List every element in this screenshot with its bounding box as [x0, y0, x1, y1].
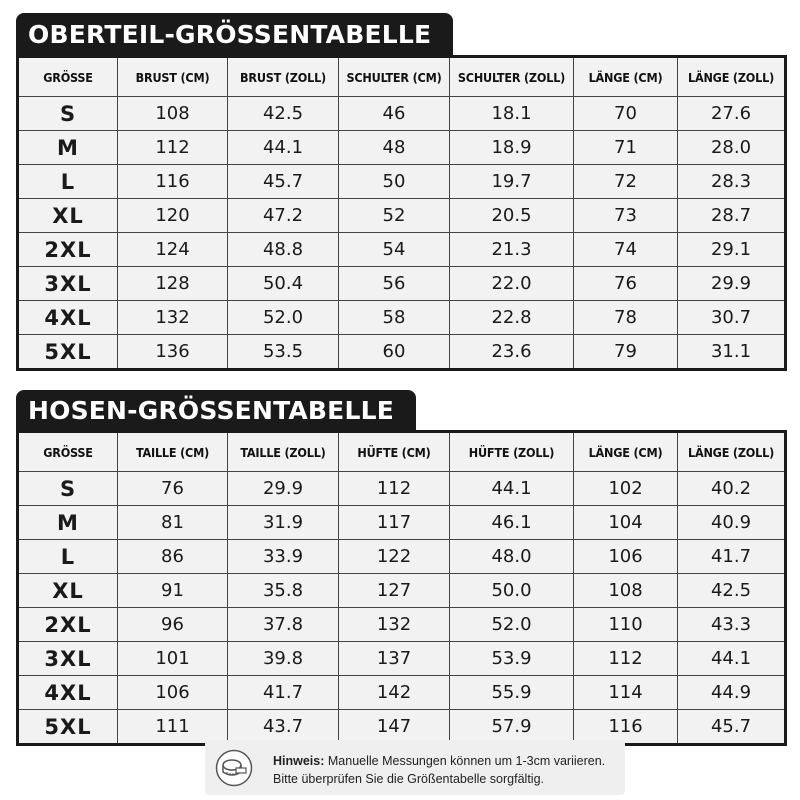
measurement-cell: 50: [339, 165, 450, 199]
column-header: SCHULTER (ZOLL): [450, 57, 574, 97]
measurement-cell: 35.8: [228, 574, 339, 608]
measurement-cell: 73: [574, 199, 678, 233]
measurement-cell: 137: [339, 642, 450, 676]
measurement-cell: 27.6: [678, 97, 786, 131]
measurement-cell: 104: [574, 506, 678, 540]
measurement-cell: 28.3: [678, 165, 786, 199]
size-label-cell: 5XL: [18, 710, 118, 745]
size-label-cell: M: [18, 506, 118, 540]
table-header-row: [18, 432, 786, 472]
measurement-cell: 29.9: [678, 267, 786, 301]
measurement-cell: 76: [118, 472, 228, 506]
measurement-cell: 23.6: [450, 335, 574, 370]
measurement-cell: 60: [339, 335, 450, 370]
measurement-cell: 45.7: [678, 710, 786, 745]
measurement-cell: 40.2: [678, 472, 786, 506]
measurement-cell: 147: [339, 710, 450, 745]
measurement-cell: 76: [574, 267, 678, 301]
measurement-cell: 70: [574, 97, 678, 131]
size-label-cell: L: [18, 540, 118, 574]
measurement-cell: 96: [118, 608, 228, 642]
pants-size-table: [16, 430, 787, 746]
measurement-cell: 56: [339, 267, 450, 301]
column-header: LÄNGE (ZOLL): [678, 432, 786, 472]
measurement-cell: 120: [118, 199, 228, 233]
measurement-cell: 43.7: [228, 710, 339, 745]
size-label-cell: 2XL: [18, 608, 118, 642]
table-row: [18, 506, 786, 540]
measurement-cell: 106: [118, 676, 228, 710]
measurement-cell: 106: [574, 540, 678, 574]
note-line-1: Manuelle Messungen können um 1-3cm variieren.: [327, 754, 606, 768]
column-header: LÄNGE (CM): [574, 432, 678, 472]
measurement-cell: 41.7: [678, 540, 786, 574]
measurement-cell: 22.0: [450, 267, 574, 301]
column-header: GRÖSSE: [18, 57, 118, 97]
measurement-cell: 81: [118, 506, 228, 540]
measurement-cell: 71: [574, 131, 678, 165]
measurement-cell: 78: [574, 301, 678, 335]
measurement-cell: 30.7: [678, 301, 786, 335]
measurement-cell: 136: [118, 335, 228, 370]
measurement-cell: 50.4: [228, 267, 339, 301]
size-label-cell: 5XL: [18, 335, 118, 370]
measurement-cell: 101: [118, 642, 228, 676]
measurement-cell: 52.0: [228, 301, 339, 335]
size-label-cell: 4XL: [18, 301, 118, 335]
measurement-cell: 116: [574, 710, 678, 745]
measurement-cell: 112: [574, 642, 678, 676]
pants-size-chart-section: [16, 390, 784, 746]
measurement-cell: 18.9: [450, 131, 574, 165]
measurement-cell: 45.7: [228, 165, 339, 199]
measurement-cell: 40.9: [678, 506, 786, 540]
table-row: [18, 233, 786, 267]
column-header: LÄNGE (ZOLL): [678, 57, 786, 97]
top-size-table: [16, 55, 787, 371]
measurement-cell: 44.9: [678, 676, 786, 710]
measurement-cell: 48.0: [450, 540, 574, 574]
measurement-cell: 41.7: [228, 676, 339, 710]
measurement-cell: 112: [339, 472, 450, 506]
measurement-cell: 29.9: [228, 472, 339, 506]
measurement-cell: 48: [339, 131, 450, 165]
column-header: BRUST (ZOLL): [228, 57, 339, 97]
column-header: SCHULTER (CM): [339, 57, 450, 97]
measurement-cell: 28.0: [678, 131, 786, 165]
measurement-cell: 114: [574, 676, 678, 710]
measurement-cell: 46: [339, 97, 450, 131]
measuring-tape-icon: [215, 749, 253, 787]
column-header: TAILLE (CM): [118, 432, 228, 472]
measurement-cell: 31.9: [228, 506, 339, 540]
table-row: [18, 267, 786, 301]
measurement-cell: 117: [339, 506, 450, 540]
measurement-cell: 28.7: [678, 199, 786, 233]
measurement-cell: 42.5: [228, 97, 339, 131]
column-header: TAILLE (ZOLL): [228, 432, 339, 472]
table-row: [18, 642, 786, 676]
column-header: BRUST (CM): [118, 57, 228, 97]
table-row: [18, 676, 786, 710]
column-header: GRÖSSE: [18, 432, 118, 472]
pants-size-chart-title: HOSEN-GRÖSSENTABELLE: [16, 390, 416, 430]
top-size-chart-title: OBERTEIL-GRÖSSENTABELLE: [16, 13, 453, 55]
measurement-cell: 86: [118, 540, 228, 574]
column-header: LÄNGE (CM): [574, 57, 678, 97]
measurement-cell: 42.5: [678, 574, 786, 608]
size-label-cell: 3XL: [18, 267, 118, 301]
measurement-cell: 91: [118, 574, 228, 608]
measurement-cell: 33.9: [228, 540, 339, 574]
measurement-cell: 122: [339, 540, 450, 574]
column-header: HÜFTE (CM): [339, 432, 450, 472]
measurement-cell: 52: [339, 199, 450, 233]
measurement-cell: 124: [118, 233, 228, 267]
size-label-cell: 4XL: [18, 676, 118, 710]
measurement-cell: 52.0: [450, 608, 574, 642]
measurement-cell: 74: [574, 233, 678, 267]
table-row: [18, 131, 786, 165]
table-row: [18, 97, 786, 131]
size-label-cell: XL: [18, 574, 118, 608]
measurement-cell: 112: [118, 131, 228, 165]
size-label-cell: 3XL: [18, 642, 118, 676]
table-row: [18, 335, 786, 370]
measurement-cell: 19.7: [450, 165, 574, 199]
measurement-cell: 55.9: [450, 676, 574, 710]
measurement-cell: 44.1: [678, 642, 786, 676]
measurement-cell: 116: [118, 165, 228, 199]
column-header: HÜFTE (ZOLL): [450, 432, 574, 472]
measurement-cell: 22.8: [450, 301, 574, 335]
measurement-cell: 53.5: [228, 335, 339, 370]
size-label-cell: S: [18, 97, 118, 131]
measurement-cell: 44.1: [228, 131, 339, 165]
measurement-cell: 111: [118, 710, 228, 745]
measurement-cell: 132: [118, 301, 228, 335]
table-row: [18, 608, 786, 642]
measurement-cell: 102: [574, 472, 678, 506]
table-row: [18, 301, 786, 335]
measurement-cell: 79: [574, 335, 678, 370]
size-label-cell: S: [18, 472, 118, 506]
measurement-cell: 48.8: [228, 233, 339, 267]
measurement-cell: 53.9: [450, 642, 574, 676]
note-line-2: Bitte überprüfen Sie die Größentabelle sorgfältig.: [273, 772, 544, 786]
measurement-note: [205, 740, 625, 795]
measurement-cell: 108: [574, 574, 678, 608]
note-label: Hinweis:: [273, 754, 325, 768]
size-label-cell: L: [18, 165, 118, 199]
measurement-cell: 43.3: [678, 608, 786, 642]
table-row: [18, 165, 786, 199]
table-row: [18, 540, 786, 574]
measurement-cell: 29.1: [678, 233, 786, 267]
measurement-cell: 44.1: [450, 472, 574, 506]
table-row: [18, 199, 786, 233]
measurement-cell: 21.3: [450, 233, 574, 267]
table-header-row: [18, 57, 786, 97]
measurement-cell: 58: [339, 301, 450, 335]
measurement-cell: 37.8: [228, 608, 339, 642]
table-row: [18, 472, 786, 506]
table-row: [18, 574, 786, 608]
measurement-cell: 108: [118, 97, 228, 131]
measurement-cell: 72: [574, 165, 678, 199]
measurement-cell: 127: [339, 574, 450, 608]
measurement-cell: 128: [118, 267, 228, 301]
measurement-cell: 31.1: [678, 335, 786, 370]
note-text: [273, 752, 605, 788]
measurement-cell: 110: [574, 608, 678, 642]
measurement-cell: 132: [339, 608, 450, 642]
measurement-cell: 39.8: [228, 642, 339, 676]
measurement-cell: 54: [339, 233, 450, 267]
measurement-cell: 57.9: [450, 710, 574, 745]
size-label-cell: M: [18, 131, 118, 165]
size-label-cell: 2XL: [18, 233, 118, 267]
measurement-cell: 46.1: [450, 506, 574, 540]
measurement-cell: 20.5: [450, 199, 574, 233]
measurement-cell: 18.1: [450, 97, 574, 131]
measurement-cell: 47.2: [228, 199, 339, 233]
size-label-cell: XL: [18, 199, 118, 233]
top-size-chart-section: [16, 13, 784, 371]
measurement-cell: 142: [339, 676, 450, 710]
measurement-cell: 50.0: [450, 574, 574, 608]
